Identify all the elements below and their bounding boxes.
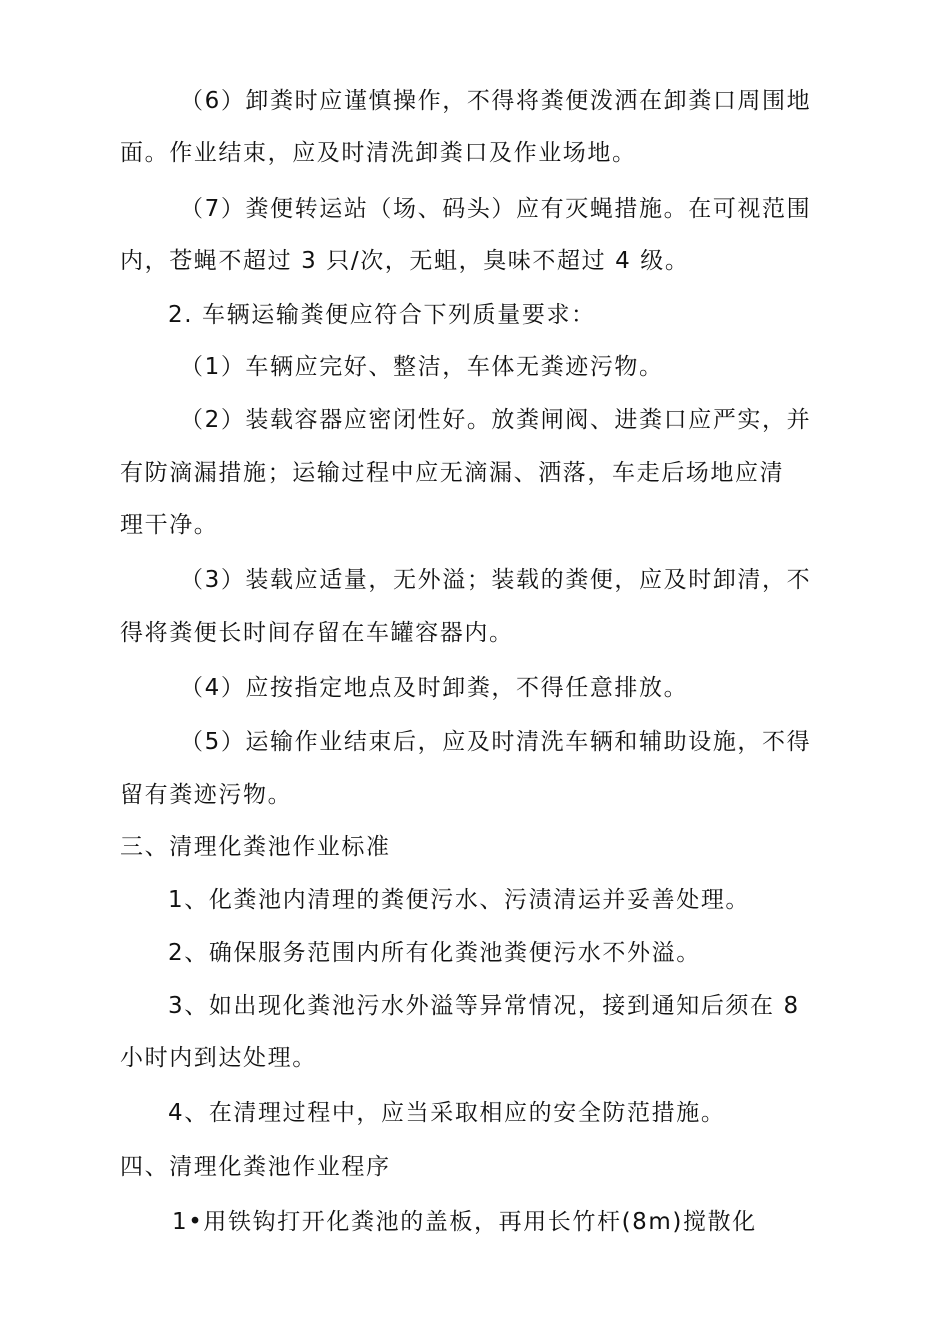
section-2-heading: 2. 车辆运输粪便应符合下列质量要求： bbox=[168, 302, 596, 328]
standard-3-line-1: 3、如出现化粪池污水外溢等异常情况，接到通知后须在 8 bbox=[168, 993, 800, 1019]
item-2-line-2: 有防滴漏措施；运输过程中应无滴漏、洒落，车走后场地应清 bbox=[120, 460, 785, 486]
paragraph-6-line-1: （6）卸粪时应谨慎操作，不得将粪便泼洒在卸粪口周围地 bbox=[180, 88, 812, 114]
section-4-heading: 四、清理化粪池作业程序 bbox=[120, 1154, 391, 1180]
standard-4-line: 4、在清理过程中，应当采取相应的安全防范措施。 bbox=[168, 1100, 726, 1126]
procedure-1-line-1: 1•用铁钩打开化粪池的盖板，再用长竹杆(8m)搅散化 bbox=[172, 1209, 757, 1235]
item-5-line-1: （5）运输作业结束后，应及时清洗车辆和辅助设施，不得 bbox=[180, 729, 812, 755]
paragraph-6-line-2: 面。作业结束，应及时清洗卸粪口及作业场地。 bbox=[120, 140, 637, 166]
item-3-line-1: （3）装载应适量，无外溢；装载的粪便，应及时卸清，不 bbox=[180, 567, 812, 593]
item-2-line-3: 理干净。 bbox=[120, 512, 219, 538]
item-2-line-1: （2）装载容器应密闭性好。放粪闸阀、进粪口应严实，并 bbox=[180, 407, 812, 433]
standard-1-line: 1、化粪池内清理的粪便污水、污渍清运并妥善处理。 bbox=[168, 887, 751, 913]
section-3-heading: 三、清理化粪池作业标准 bbox=[120, 834, 391, 860]
item-5-line-2: 留有粪迹污物。 bbox=[120, 782, 293, 808]
item-3-line-2: 得将粪便长时间存留在车罐容器内。 bbox=[120, 620, 514, 646]
standard-2-line: 2、确保服务范围内所有化粪池粪便污水不外溢。 bbox=[168, 940, 701, 966]
item-1-line: （1）车辆应完好、整洁，车体无粪迹污物。 bbox=[180, 354, 664, 380]
paragraph-7-line-2: 内，苍蝇不超过 3 只/次，无蛆，臭味不超过 4 级。 bbox=[120, 248, 690, 274]
paragraph-7-line-1: （7）粪便转运站（场、码头）应有灭蝇措施。在可视范围 bbox=[180, 196, 812, 222]
standard-3-line-2: 小时内到达处理。 bbox=[120, 1045, 317, 1071]
item-4-line: （4）应按指定地点及时卸粪，不得任意排放。 bbox=[180, 675, 689, 701]
